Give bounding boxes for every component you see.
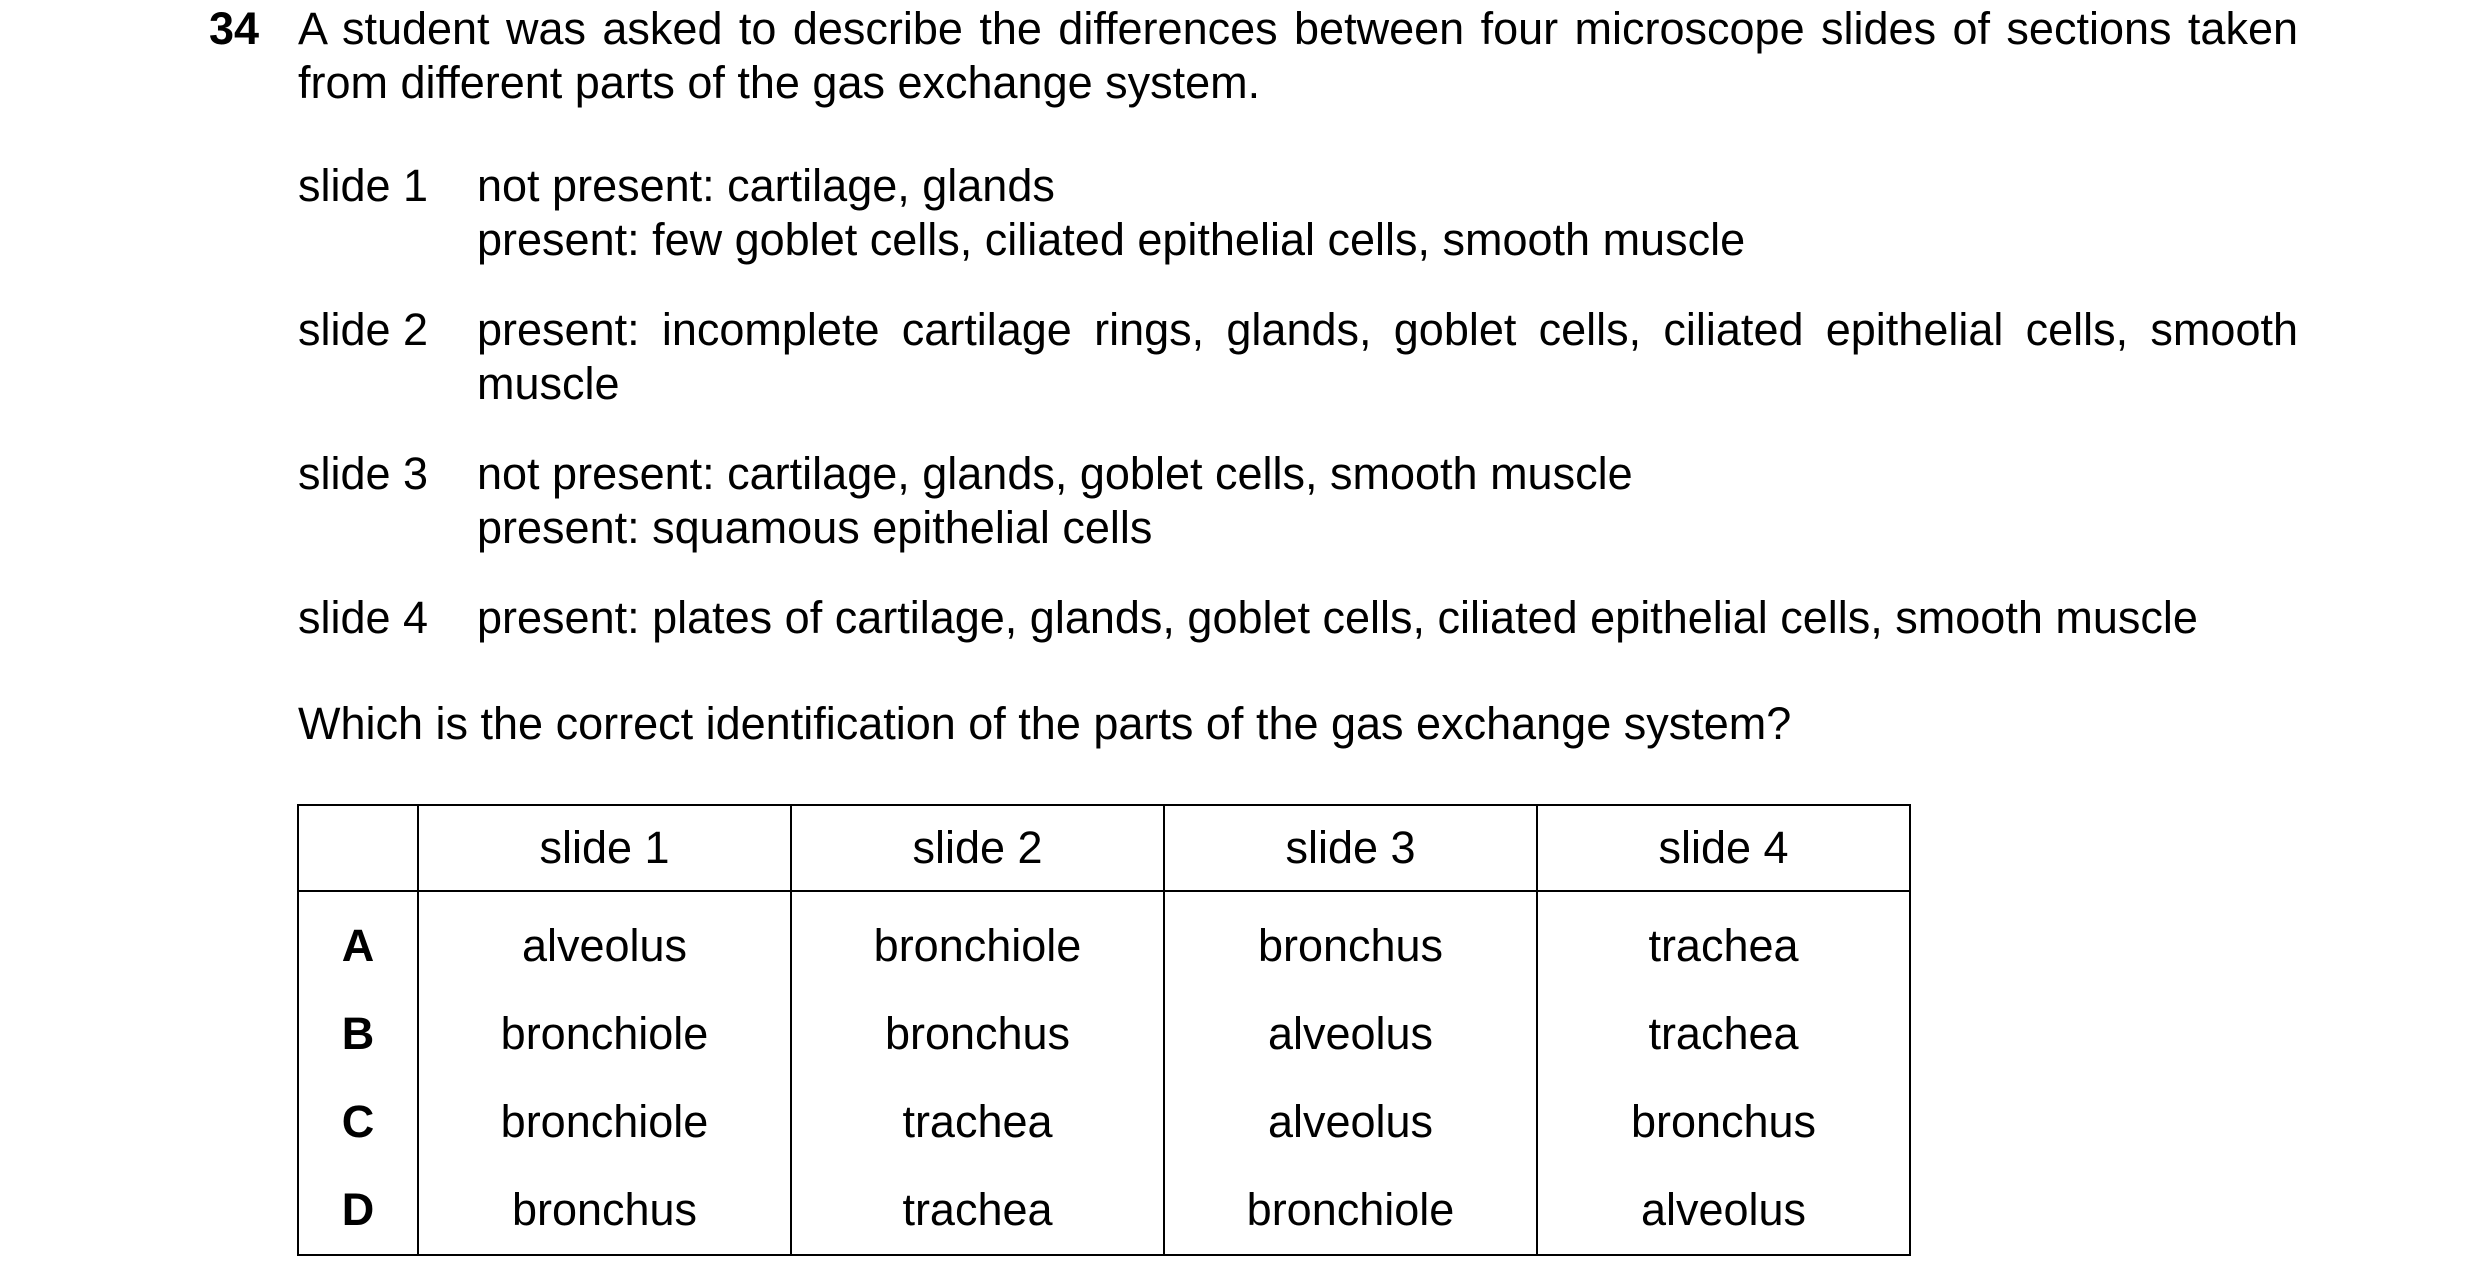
slide-label: slide 4 <box>298 592 429 643</box>
table-cell: alveolus <box>1164 1078 1537 1166</box>
slide-line: present: few goblet cells, ciliated epithelial cells, smooth muscle <box>477 214 1746 265</box>
question-stem: A student was asked to describe the differences between four microscope slides of sections taken from different parts of the gas exchange system. <box>298 3 2298 108</box>
option-row-b <box>298 990 1910 1078</box>
option-letter: C <box>298 1078 418 1166</box>
option-row-c <box>298 1078 1910 1166</box>
answer-options-table <box>297 804 1911 1256</box>
column-header: slide 4 <box>1537 805 1910 891</box>
table-corner-cell <box>298 805 418 891</box>
table-cell: trachea <box>1537 891 1910 990</box>
slide-label: slide 2 <box>298 304 429 355</box>
table-cell: bronchiole <box>1164 1166 1537 1255</box>
question-prompt: Which is the correct identification of the parts of the gas exchange system? <box>298 698 1792 749</box>
option-row-d <box>298 1166 1910 1255</box>
table-cell: bronchus <box>1164 891 1537 990</box>
table-cell: trachea <box>1537 990 1910 1078</box>
option-row-a <box>298 891 1910 990</box>
table-cell: alveolus <box>1164 990 1537 1078</box>
option-letter: B <box>298 990 418 1078</box>
table-cell: bronchiole <box>418 1078 791 1166</box>
table-cell: bronchus <box>791 990 1164 1078</box>
question-number: 34 <box>209 3 260 54</box>
table-cell: trachea <box>791 1078 1164 1166</box>
slide-line: present: squamous epithelial cells <box>477 502 1153 553</box>
table-cell: trachea <box>791 1166 1164 1255</box>
slide-line: present: plates of cartilage, glands, goblet cells, ciliated epithelial cells, smooth muscle <box>477 592 2198 643</box>
table-header-row <box>298 805 1910 891</box>
table-cell: bronchus <box>418 1166 791 1255</box>
option-letter: D <box>298 1166 418 1255</box>
table-cell: alveolus <box>1537 1166 1910 1255</box>
table-cell: alveolus <box>418 891 791 990</box>
slide-line: not present: cartilage, glands, goblet cells, smooth muscle <box>477 448 1633 499</box>
slide-text: present: incomplete cartilage rings, glands, goblet cells, ciliated epithelial cells, smooth muscle <box>477 304 2298 409</box>
table-cell: bronchiole <box>791 891 1164 990</box>
column-header: slide 3 <box>1164 805 1537 891</box>
slide-label: slide 1 <box>298 160 429 211</box>
column-header: slide 1 <box>418 805 791 891</box>
slide-label: slide 3 <box>298 448 429 499</box>
slide-line: not present: cartilage, glands <box>477 160 1055 211</box>
column-header: slide 2 <box>791 805 1164 891</box>
table-cell: bronchus <box>1537 1078 1910 1166</box>
option-letter: A <box>298 891 418 990</box>
table-cell: bronchiole <box>418 990 791 1078</box>
